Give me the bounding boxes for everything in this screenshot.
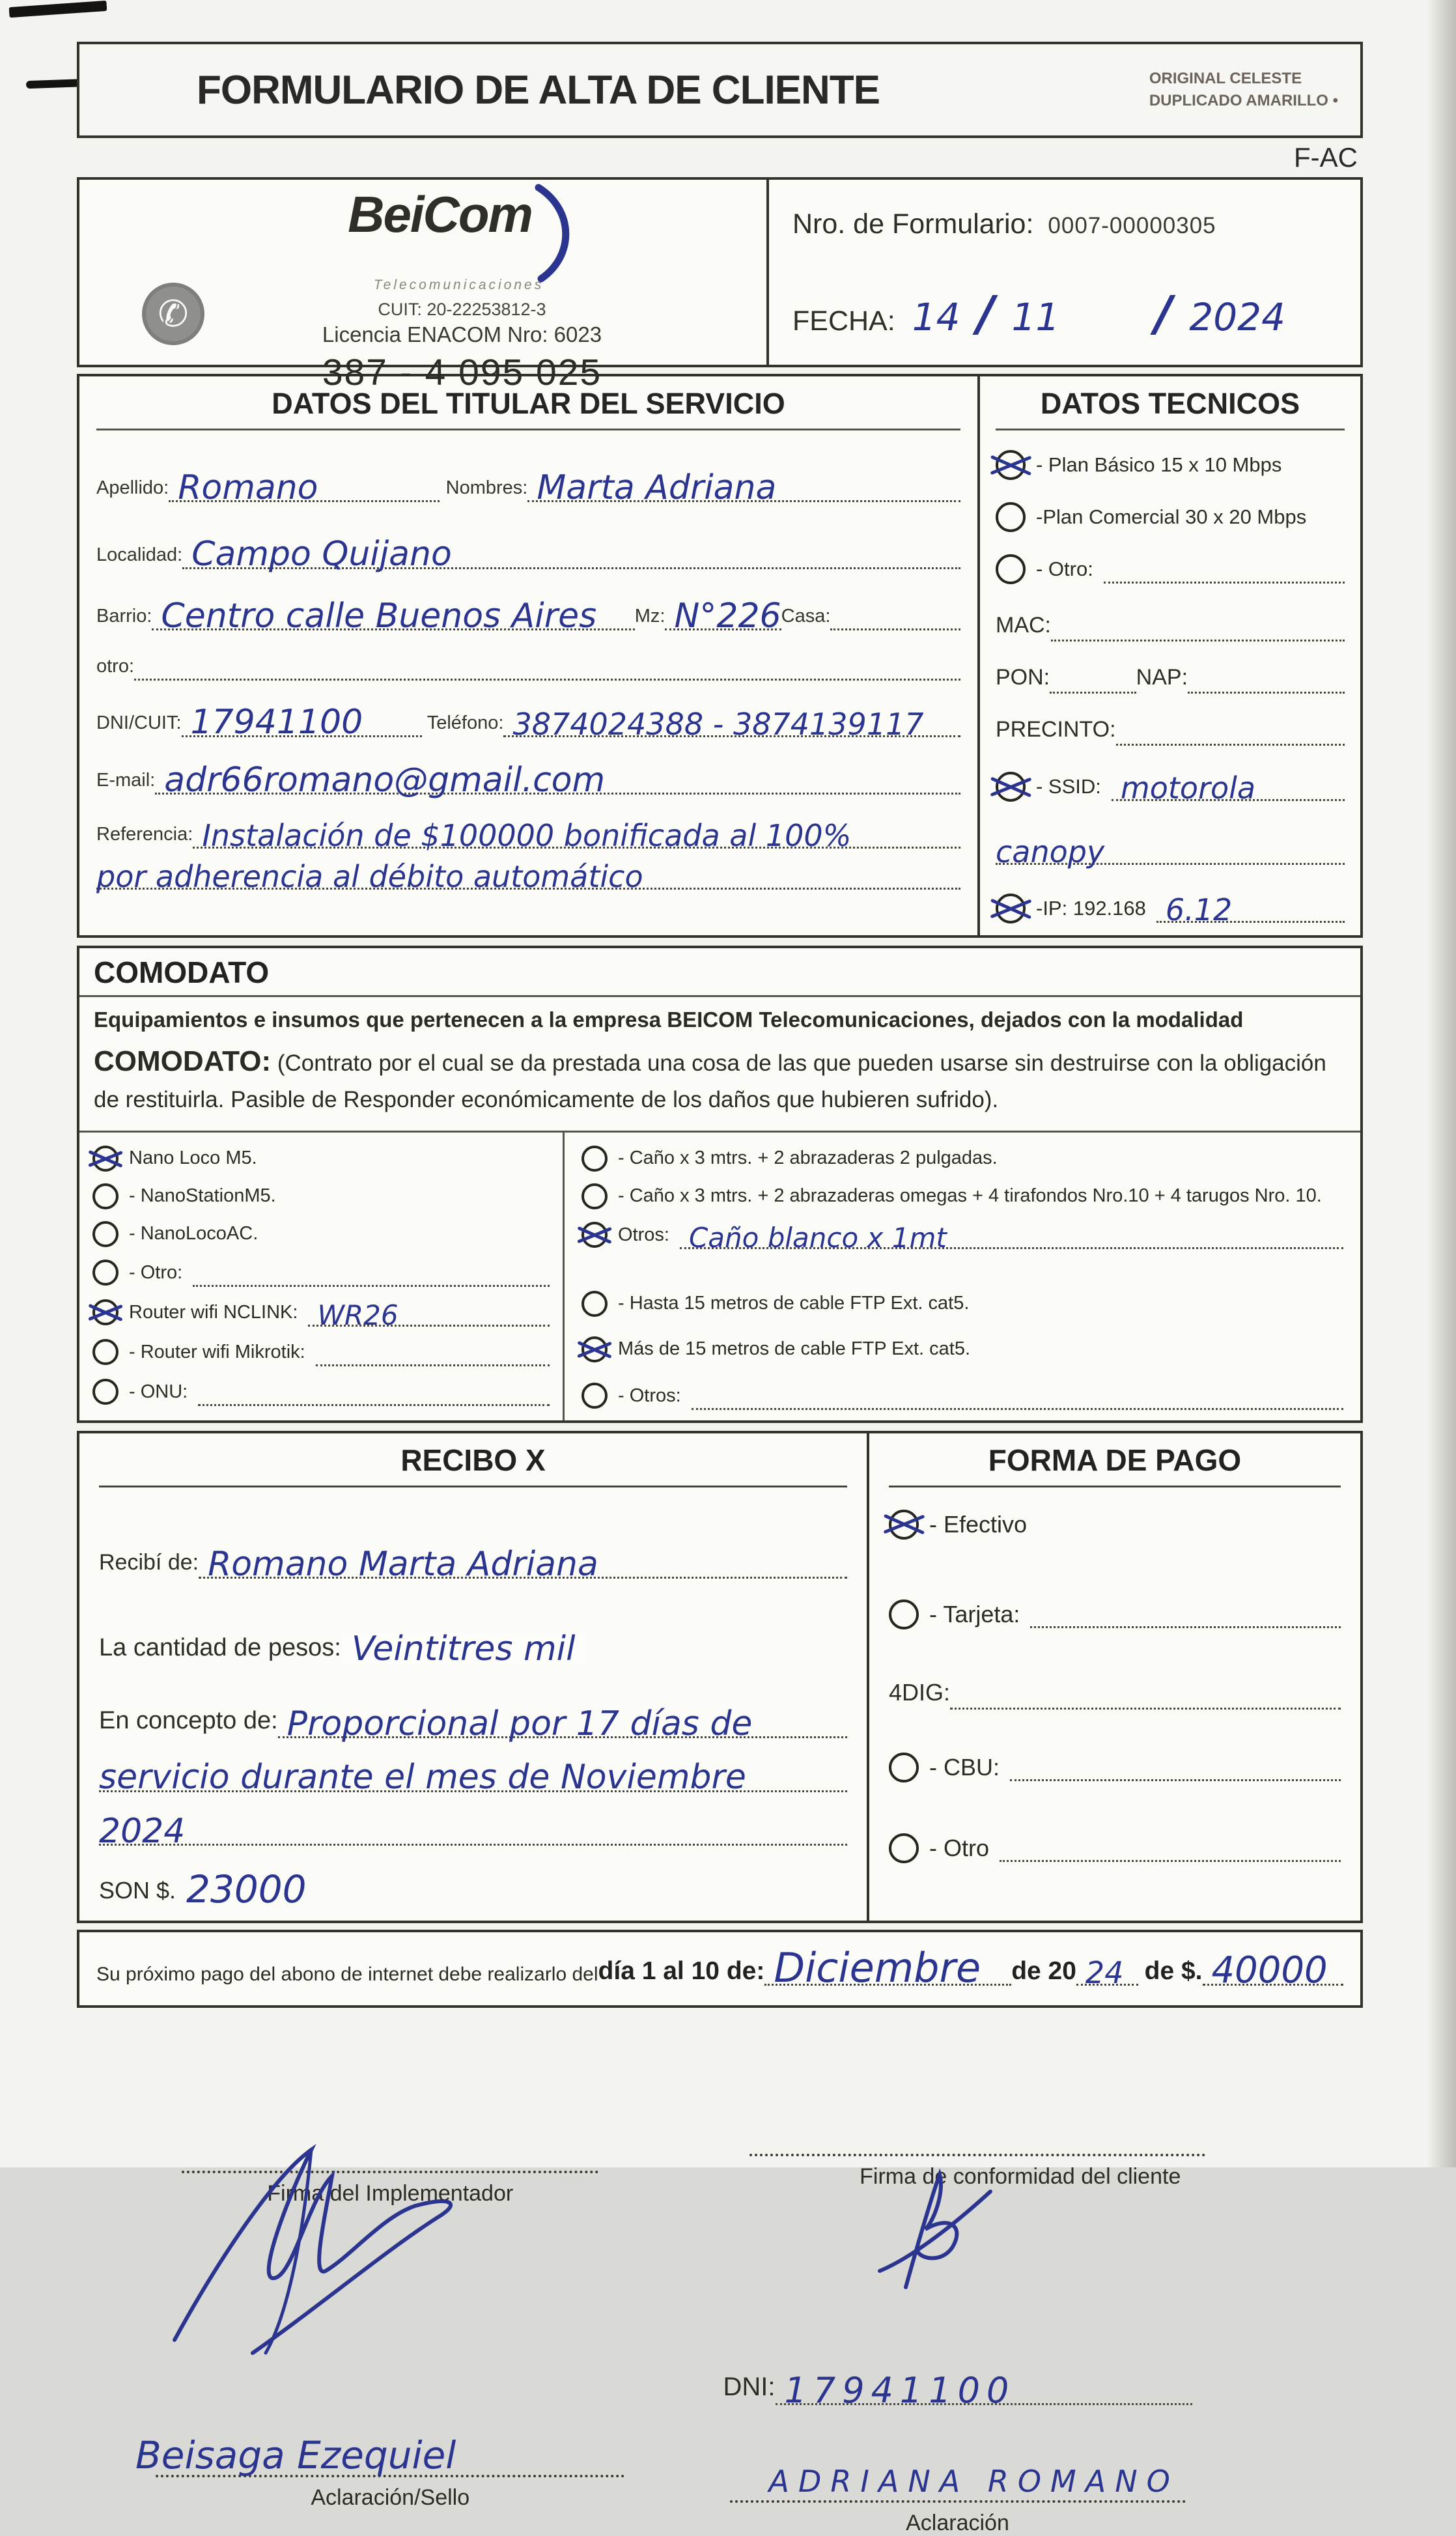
referencia-field-line2	[96, 859, 960, 895]
barrio-label: Barrio:	[96, 606, 152, 627]
referencia-label: Referencia:	[96, 823, 193, 845]
onu-label: - ONU:	[129, 1381, 188, 1402]
recibo-column	[79, 1433, 867, 1921]
concepto-field-line3	[99, 1811, 847, 1851]
plan-basico-radio	[996, 450, 1026, 480]
equipo-otro-radio	[92, 1260, 119, 1286]
ip-field	[1156, 892, 1345, 927]
tarjeta-radio	[889, 1599, 919, 1629]
casa-label: Casa:	[781, 606, 831, 627]
cbu-radio	[889, 1753, 919, 1782]
next-payment-month-field	[764, 1944, 1011, 1992]
signatures-section	[77, 2008, 1363, 2536]
tarjeta-field	[1030, 1600, 1341, 1628]
comodato-definition-rest: (Contrato por el cual se da prestada una cosa de las que pueden usarse sin destruirse con la obligación de restituirla. Pasible de Responder económicamente de los daños que hubieren sufrido).	[94, 1050, 1326, 1112]
plan-otro-field	[1104, 556, 1345, 584]
form-meta-block	[766, 180, 1360, 365]
brand-phone: 387 - 4 095 025	[322, 352, 602, 393]
nanoloco-ac-radio	[92, 1221, 119, 1247]
recibi-label: Recibí de:	[99, 1549, 199, 1575]
pago-otro-label: - Otro	[929, 1834, 990, 1861]
otro-label: otro:	[96, 656, 135, 677]
onu-field	[198, 1378, 550, 1406]
cbu-field	[1010, 1753, 1341, 1781]
cano-omegas-label: - Caño x 3 mtrs. + 2 abrazaderas omegas + 4 tirafondos Nro.10 + 4 tarugos Nro. 10.	[618, 1185, 1322, 1206]
pon-label: PON:	[996, 665, 1050, 690]
brand-block	[79, 180, 766, 393]
plan-otro-label: - Otro:	[1036, 557, 1093, 580]
hasta-15m-label: - Hasta 15 metros de cable FTP Ext. cat5.	[618, 1293, 970, 1314]
brand-name: BeiCom	[348, 186, 532, 243]
onu-radio	[92, 1379, 119, 1405]
date-year-handwritten: 2024	[1189, 295, 1285, 339]
router-nclink-label: Router wifi NCLINK:	[129, 1301, 298, 1323]
email-value: adr66romano@gmail.com	[164, 760, 606, 800]
otros-cano-radio	[581, 1222, 608, 1248]
concepto-label: En concepto de:	[99, 1707, 278, 1735]
titular-tecnicos-section	[77, 374, 1363, 938]
email-field	[155, 760, 960, 800]
router-nclink-radio	[92, 1299, 119, 1325]
pago-otro-radio	[889, 1833, 919, 1863]
pago-column	[867, 1433, 1360, 1921]
router-nclink-field	[308, 1299, 550, 1331]
otros2-label: - Otros:	[618, 1385, 681, 1406]
cano-abrazaderas-radio	[581, 1146, 608, 1172]
plan-comercial-radio	[996, 502, 1026, 532]
next-payment-bold2: de 20	[1011, 1957, 1076, 1986]
router-mikrotik-field	[316, 1338, 550, 1366]
scan-artifact	[9, 1, 107, 18]
client-name-handwritten: ADRIANA ROMANO	[768, 2464, 1179, 2500]
dni-value: 17941100	[190, 703, 363, 742]
date-month-handwritten: 11	[1011, 295, 1060, 339]
mz-label: Mz:	[634, 606, 665, 627]
precinto-label: PRECINTO:	[996, 717, 1116, 742]
next-payment-amount: 40000	[1211, 1949, 1328, 1992]
client-block	[710, 2030, 1331, 2536]
efectivo-radio	[889, 1510, 919, 1540]
pon-field	[1050, 666, 1136, 694]
equipo-otro-field	[193, 1259, 550, 1287]
ssid-value-line2: canopy	[996, 834, 1105, 870]
router-mikrotik-radio	[92, 1339, 119, 1365]
mas-15m-radio	[581, 1336, 608, 1362]
tarjeta-label: - Tarjeta:	[929, 1600, 1020, 1627]
brand-tagline: Telecomunicaciones	[373, 277, 544, 292]
aclaracion-sello-label: Aclaración/Sello	[311, 2485, 470, 2511]
next-payment-prefix: Su próximo pago del abono de internet debe realizarlo del	[96, 1964, 598, 1986]
comodato-heading: COMODATO	[79, 948, 1360, 997]
form-code: F-AC	[1294, 142, 1358, 173]
brand-licencia: Licencia ENACOM Nro: 6023	[322, 322, 602, 346]
telefono-field	[503, 706, 960, 742]
barrio-value: Centro calle Buenos Aires	[161, 596, 597, 636]
client-dni-value: 17941100	[784, 2369, 1016, 2411]
next-payment-amount-field	[1203, 1949, 1343, 1992]
ip-value: 6.12	[1165, 892, 1233, 927]
dni-label: DNI/CUIT:	[96, 712, 182, 733]
hasta-15m-radio	[581, 1291, 608, 1317]
apellido-value: Romano	[178, 468, 318, 507]
next-payment-year: 24	[1085, 1955, 1124, 1991]
pago-heading: FORMA DE PAGO	[889, 1433, 1341, 1487]
localidad-value: Campo Quijano	[191, 535, 452, 574]
referencia-value-line1: Instalación de $100000 bonificada al 100%	[202, 818, 852, 854]
next-payment-strip	[77, 1930, 1363, 2008]
dni-field	[182, 703, 422, 742]
mac-field	[1051, 613, 1345, 641]
4dig-field	[950, 1682, 1341, 1710]
nombres-value: Marta Adriana	[537, 468, 777, 507]
nanoloco-m5-radio	[92, 1146, 119, 1172]
mz-value: N°226	[674, 596, 781, 636]
comodato-left-column	[79, 1133, 563, 1420]
next-payment-year-field	[1076, 1955, 1138, 1991]
son-label: SON $.	[99, 1877, 176, 1904]
ip-label: -IP: 192.168	[1036, 897, 1146, 920]
form-number-label: Nro. de Formulario:	[792, 208, 1034, 240]
comodato-definition	[79, 1032, 1360, 1131]
next-payment-bold3: de $.	[1144, 1957, 1203, 1986]
otros-cano-value: Caño blanco x 1mt	[688, 1221, 947, 1254]
nanostation-m5-radio	[92, 1183, 119, 1209]
alta-cliente-form	[77, 42, 1363, 2536]
form-title: FORMULARIO DE ALTA DE CLIENTE	[197, 67, 880, 113]
mz-field	[665, 596, 781, 636]
nanoloco-ac-label: - NanoLocoAC.	[129, 1223, 259, 1244]
client-name-line	[730, 2500, 1186, 2503]
date-separator: /	[1155, 286, 1173, 342]
tecnicos-heading: DATOS TECNICOS	[996, 376, 1345, 430]
comodato-intro: Equipamientos e insumos que pertenecen a la empresa BEICOM Telecomunicaciones, dejados con la modalidad	[94, 1007, 1244, 1032]
comodato-definition-bold: COMODATO:	[94, 1045, 272, 1077]
next-payment-bold1: día 1 al 10 de:	[598, 1957, 765, 1986]
concepto-value-line1: Proporcional por 17 días de	[287, 1704, 753, 1743]
localidad-label: Localidad:	[96, 544, 183, 565]
plan-otro-radio	[996, 554, 1026, 584]
brand-logo	[348, 186, 576, 281]
client-signature-label: Firma de conformidad del cliente	[860, 2164, 1181, 2190]
email-label: E-mail:	[96, 769, 156, 791]
aclaracion-label: Aclaración	[906, 2510, 1009, 2535]
ssid-field-line2	[996, 834, 1345, 870]
implementer-name-handwritten: Beisaga Ezequiel	[135, 2433, 456, 2478]
ssid-radio	[996, 772, 1026, 802]
date-label: FECHA:	[792, 305, 895, 337]
date-separator: /	[977, 286, 995, 342]
recibi-field	[199, 1544, 847, 1584]
recibo-pago-section	[77, 1431, 1363, 1924]
copy-note: ORIGINAL CELESTE DUPLICADO AMARILLO •	[1149, 70, 1338, 109]
apellido-field	[169, 468, 439, 507]
apellido-label: Apellido:	[96, 477, 169, 499]
mas-15m-label: Más de 15 metros de cable FTP Ext. cat5.	[618, 1338, 971, 1359]
cantidad-value: Veintitres mil	[341, 1633, 586, 1665]
cbu-label: - CBU:	[929, 1753, 1000, 1781]
casa-field	[830, 602, 960, 630]
header-section	[77, 177, 1363, 393]
otros-cano-field	[680, 1221, 1343, 1254]
titular-heading: DATOS DEL TITULAR DEL SERVICIO	[96, 376, 960, 430]
precinto-field	[1116, 718, 1345, 746]
localidad-field	[182, 535, 960, 574]
equipo-otro-label: - Otro:	[129, 1261, 183, 1283]
logo-swoosh-icon	[533, 184, 576, 281]
whatsapp-icon: ✆	[142, 283, 204, 345]
titular-column	[79, 376, 977, 935]
referencia-value-line2: por adherencia al débito automático	[96, 859, 643, 895]
implementer-signature-label: Firma del Implementador	[267, 2181, 514, 2206]
ip-radio	[996, 894, 1026, 923]
referencia-field	[193, 818, 960, 854]
implementer-block	[109, 2030, 671, 2536]
comodato-right-column	[563, 1133, 1360, 1420]
client-signature	[860, 2160, 1010, 2297]
4dig-label: 4DIG:	[889, 1678, 951, 1706]
concepto-field-line2	[99, 1758, 847, 1797]
tecnicos-column	[977, 376, 1360, 935]
otros2-radio	[581, 1383, 608, 1409]
cano-omegas-radio	[581, 1183, 608, 1209]
son-value: 23000	[186, 1867, 307, 1912]
nombres-label: Nombres:	[445, 477, 528, 499]
plan-basico-label: - Plan Básico 15 x 10 Mbps	[1036, 453, 1282, 476]
pago-otro-field	[1000, 1834, 1341, 1862]
recibo-heading: RECIBO X	[99, 1433, 847, 1487]
form-number-value: 0007-00000305	[1048, 213, 1216, 238]
implementer-signature	[155, 2138, 494, 2353]
otros2-field	[692, 1382, 1343, 1410]
efectivo-label: - Efectivo	[929, 1510, 1028, 1538]
nanostation-m5-label: - NanoStationM5.	[129, 1185, 276, 1206]
router-nclink-value: WR26	[317, 1299, 399, 1331]
date-day-handwritten: 14	[912, 295, 960, 339]
concepto-value-line3: 2024	[99, 1811, 186, 1851]
cantidad-label: La cantidad de pesos:	[99, 1634, 341, 1662]
comodato-checklist	[79, 1131, 1360, 1420]
telefono-value: 3874024388 - 3874139117	[512, 706, 924, 742]
concepto-value-line2: servicio durante el mes de Noviembre	[99, 1758, 746, 1797]
plan-comercial-label: -Plan Comercial 30 x 20 Mbps	[1036, 505, 1307, 528]
concepto-field	[278, 1704, 847, 1743]
barrio-field	[152, 596, 634, 636]
otro-field	[134, 653, 960, 681]
cano-abrazaderas-label: - Caño x 3 mtrs. + 2 abrazaderas 2 pulgadas.	[618, 1148, 998, 1168]
otros-cano-label: Otros:	[618, 1224, 669, 1245]
nanoloco-m5-label: Nano Loco M5.	[129, 1148, 257, 1168]
recibi-value: Romano Marta Adriana	[208, 1544, 598, 1584]
ssid-field	[1112, 770, 1345, 806]
nombres-field	[527, 468, 960, 507]
brand-cuit: CUIT: 20-22253812-3	[378, 300, 546, 319]
mac-label: MAC:	[996, 613, 1051, 638]
form-title-bar	[77, 42, 1363, 138]
next-payment-month: Diciembre	[774, 1944, 981, 1992]
telefono-label: Teléfono:	[427, 712, 504, 733]
client-dni-field	[776, 2369, 1192, 2411]
nap-label: NAP:	[1136, 665, 1188, 690]
router-mikrotik-label: - Router wifi Mikrotik:	[129, 1341, 305, 1362]
client-signature-line	[749, 2154, 1205, 2156]
nap-field	[1188, 666, 1345, 694]
client-dni-label: DNI:	[723, 2373, 776, 2402]
ssid-value-line1: motorola	[1120, 770, 1256, 806]
comodato-section	[77, 946, 1363, 1423]
ssid-label: - SSID:	[1036, 775, 1101, 798]
